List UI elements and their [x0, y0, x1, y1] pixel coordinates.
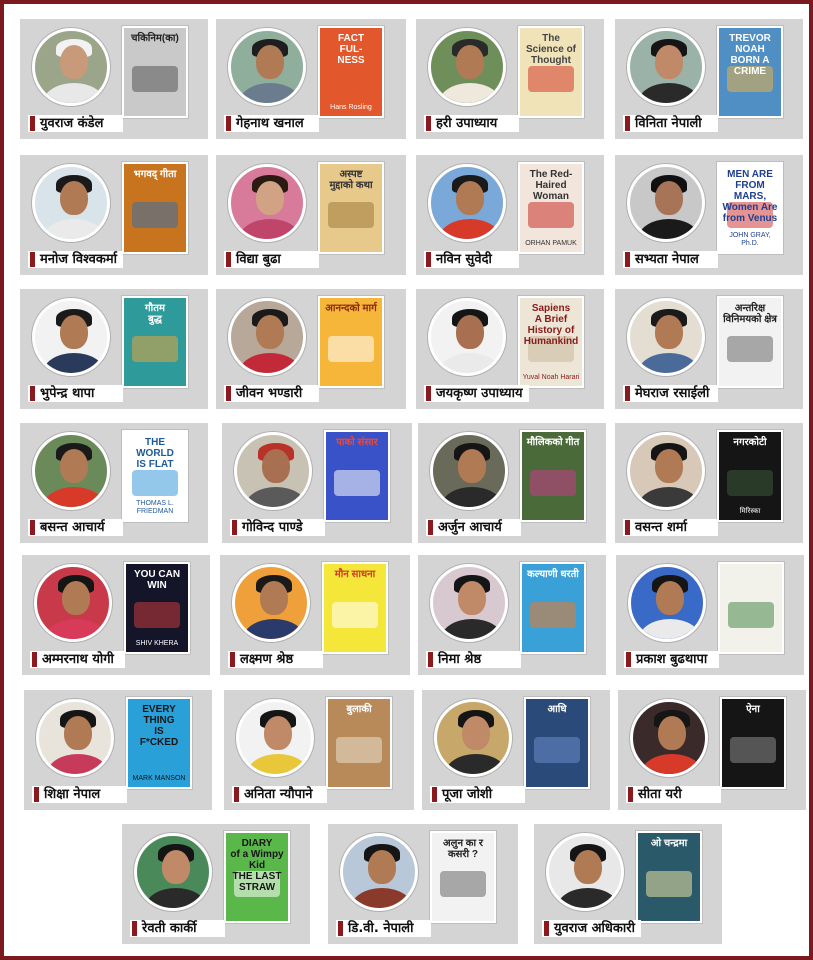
book-cover — [126, 697, 192, 789]
book-cover — [518, 26, 584, 118]
book-title: अलुन का र कसरी ? — [443, 838, 483, 860]
avatar-shoulders — [47, 754, 109, 777]
book-title: ओ चन्द्रमा — [650, 838, 688, 849]
profile-card — [616, 555, 804, 675]
book-cover-art — [328, 336, 374, 362]
person-name: नविन सुवेदी — [424, 251, 519, 268]
book-cover-art — [132, 470, 178, 496]
book-cover — [720, 697, 786, 789]
person-name: रेवती कार्की — [130, 920, 225, 937]
avatar — [630, 699, 708, 777]
avatar-face — [655, 315, 683, 349]
avatar-shoulders — [638, 83, 700, 106]
profile-card — [618, 690, 806, 810]
avatar-face — [368, 850, 396, 884]
book-cover-art — [730, 737, 776, 763]
profile-card — [216, 289, 406, 409]
avatar — [430, 564, 508, 642]
avatar — [32, 164, 110, 242]
avatar — [134, 833, 212, 911]
book-author: Hans Rosling — [330, 104, 372, 111]
book-title: DIARY of a Wimpy Kid THE LAST STRAW — [230, 838, 284, 893]
book-cover — [124, 562, 190, 654]
profile-card — [418, 423, 606, 543]
book-cover-art — [528, 66, 574, 92]
person-name: पूजा जोशी — [430, 786, 525, 803]
book-title: आनन्दको मार्ग — [325, 303, 377, 314]
avatar-shoulders — [638, 487, 700, 510]
avatar-shoulders — [239, 83, 301, 106]
avatar — [232, 564, 310, 642]
person-name: सभ्यता नेपाल — [623, 251, 718, 268]
avatar — [32, 432, 110, 510]
avatar — [627, 432, 705, 510]
avatar-face — [256, 45, 284, 79]
book-cover — [122, 430, 188, 522]
book-cover — [518, 296, 584, 388]
avatar — [428, 298, 506, 376]
book-title: MEN ARE FROM MARS, Women Are from Venus — [722, 169, 778, 224]
avatar-shoulders — [351, 888, 413, 911]
person-name: लक्ष्मण श्रेष्ठ — [228, 651, 323, 668]
book-title: The Science of Thought — [525, 33, 577, 66]
person-name: गोविन्द पाण्डे — [230, 519, 325, 536]
profile-card — [418, 555, 606, 675]
book-title: THE WORLD IS FLAT — [136, 437, 174, 470]
book-cover-art — [132, 336, 178, 362]
avatar — [546, 833, 624, 911]
avatar — [36, 699, 114, 777]
avatar-shoulders — [245, 487, 307, 510]
book-author: THOMAS L. FRIEDMAN — [136, 500, 174, 515]
book-cover — [717, 430, 783, 522]
avatar-face — [264, 716, 292, 750]
avatar — [228, 28, 306, 106]
person-name: हरी उपाध्याय — [424, 115, 519, 132]
book-author: MARK MANSON — [132, 775, 186, 782]
book-title: बुलाकी — [346, 704, 372, 715]
avatar-shoulders — [445, 754, 507, 777]
avatar-shoulders — [145, 888, 207, 911]
book-cover — [524, 697, 590, 789]
profile-card — [216, 155, 406, 275]
avatar-shoulders — [243, 619, 305, 642]
book-cover — [518, 162, 584, 254]
profile-card — [615, 289, 803, 409]
person-name: युवराज अधिकारी — [542, 920, 641, 937]
person-name: सीता यरी — [626, 786, 721, 803]
profile-card — [220, 555, 410, 675]
book-cover-art — [534, 737, 580, 763]
profile-card — [534, 824, 722, 944]
book-author: SHIV KHERA — [135, 640, 179, 647]
book-cover-art — [727, 336, 773, 362]
avatar-shoulders — [439, 219, 501, 242]
person-name: विद्या बुढा — [224, 251, 319, 268]
person-name: भुपेन्द्र थापा — [28, 385, 123, 402]
book-title: YOU CAN WIN — [133, 569, 181, 591]
book-cover — [318, 162, 384, 254]
book-title: Sapiens A Brief History of Humankind — [523, 303, 579, 347]
book-cover-art — [646, 871, 692, 897]
book-title: गौतम बुद्ध — [145, 303, 165, 325]
book-title: कल्याणी धरती — [527, 569, 579, 580]
book-cover-art — [334, 470, 380, 496]
book-cover-art — [528, 202, 574, 228]
avatar-shoulders — [247, 754, 309, 777]
book-title: भगवद् गीता — [133, 169, 177, 180]
avatar-face — [574, 850, 602, 884]
avatar — [628, 564, 706, 642]
profile-card — [224, 690, 414, 810]
person-name: मनोज विश्वकर्मा — [28, 251, 123, 268]
profile-card — [22, 555, 210, 675]
avatar — [430, 432, 508, 510]
book-author: मिरिस्का — [739, 508, 761, 515]
book-cover — [717, 26, 783, 118]
book-cover-art — [134, 602, 180, 628]
person-name: जयकृष्ण उपाध्याय — [424, 385, 529, 402]
avatar-shoulders — [239, 353, 301, 376]
avatar-shoulders — [45, 619, 107, 642]
avatar — [32, 28, 110, 106]
book-author: ORHAN PAMUK — [525, 240, 577, 247]
avatar-shoulders — [441, 487, 503, 510]
avatar-face — [60, 315, 88, 349]
avatar-face — [456, 315, 484, 349]
avatar-shoulders — [441, 619, 503, 642]
avatar-shoulders — [639, 619, 701, 642]
profile-card — [20, 289, 208, 409]
avatar-face — [458, 449, 486, 483]
book-cover — [520, 562, 586, 654]
avatar — [228, 298, 306, 376]
avatar-face — [162, 850, 190, 884]
book-cover — [717, 296, 783, 388]
avatar — [627, 298, 705, 376]
avatar-shoulders — [439, 353, 501, 376]
book-cover-art — [328, 202, 374, 228]
profile-card — [416, 155, 604, 275]
avatar — [428, 28, 506, 106]
avatar-face — [456, 181, 484, 215]
avatar — [627, 28, 705, 106]
book-cover — [318, 26, 384, 118]
avatar-face — [456, 45, 484, 79]
profile-card — [20, 19, 208, 139]
avatar — [627, 164, 705, 242]
book-cover — [430, 831, 496, 923]
avatar-face — [462, 716, 490, 750]
profile-card — [422, 690, 610, 810]
avatar-face — [262, 449, 290, 483]
book-cover — [324, 430, 390, 522]
avatar-shoulders — [439, 83, 501, 106]
avatar — [340, 833, 418, 911]
person-name: प्रकाश बुढथापा — [624, 651, 719, 668]
book-title: अस्पष्ट मुद्दाको कथा — [329, 169, 373, 191]
avatar-face — [64, 716, 92, 750]
profile-card — [416, 289, 604, 409]
book-title: नगरकोटी — [733, 437, 767, 448]
person-name: गेहनाथ खनाल — [224, 115, 319, 132]
book-title: TREVOR NOAH BORN A CRIME — [729, 33, 771, 77]
avatar-face — [60, 181, 88, 215]
avatar-face — [655, 45, 683, 79]
avatar-face — [656, 581, 684, 615]
book-cover-art — [530, 470, 576, 496]
profile-card — [615, 19, 803, 139]
book-cover — [122, 26, 188, 118]
person-name: अनिता न्यौपाने — [232, 786, 327, 803]
avatar — [434, 699, 512, 777]
person-name: बसन्त आचार्य — [28, 519, 123, 536]
profile-card — [416, 19, 604, 139]
book-cover-art — [332, 602, 378, 628]
book-cover — [718, 562, 784, 654]
book-title: मौन साधना — [334, 569, 376, 580]
avatar-shoulders — [557, 888, 619, 911]
profile-card — [122, 824, 310, 944]
person-name: डि.वी. नेपाली — [336, 920, 431, 937]
profile-card — [20, 423, 208, 543]
person-name: शिक्षा नेपाल — [32, 786, 127, 803]
book-cover — [636, 831, 702, 923]
avatar — [428, 164, 506, 242]
profile-card — [615, 423, 803, 543]
avatar — [32, 298, 110, 376]
avatar — [236, 699, 314, 777]
avatar-shoulders — [43, 487, 105, 510]
person-name: युवराज कंडेल — [28, 115, 123, 132]
avatar-face — [60, 45, 88, 79]
book-cover — [326, 697, 392, 789]
person-name: वसन्त शर्मा — [623, 519, 718, 536]
person-name: अर्जुन आचार्य — [426, 519, 521, 536]
profile-card — [20, 155, 208, 275]
avatar-face — [458, 581, 486, 615]
person-name: निमा श्रेष्ठ — [426, 651, 521, 668]
book-cover-art — [727, 470, 773, 496]
book-cover — [224, 831, 290, 923]
profile-card — [24, 690, 212, 810]
book-cover — [122, 162, 188, 254]
book-author: Yuval Noah Harari — [522, 374, 580, 381]
avatar-shoulders — [638, 353, 700, 376]
avatar-shoulders — [638, 219, 700, 242]
avatar — [234, 432, 312, 510]
profile-card — [615, 155, 803, 275]
book-cover-art — [336, 737, 382, 763]
book-title: FACT FUL- NESS — [337, 33, 365, 66]
book-cover-art — [132, 202, 178, 228]
profile-card — [216, 19, 406, 139]
book-title: The Red-Haired Woman — [529, 169, 573, 202]
book-title: चकिनिम(का) — [131, 33, 179, 44]
person-name: मेघराज रसाईली — [623, 385, 718, 402]
avatar-face — [655, 449, 683, 483]
book-cover-art — [132, 66, 178, 92]
book-author: JOHN GRAY, Ph.D. — [729, 232, 771, 247]
avatar — [34, 564, 112, 642]
avatar-face — [655, 181, 683, 215]
avatar-face — [62, 581, 90, 615]
book-title: मौलिकको गीत — [526, 437, 580, 448]
avatar-shoulders — [43, 83, 105, 106]
person-name: जीवन भण्डारी — [224, 385, 319, 402]
book-cover — [717, 162, 783, 254]
book-cover-art — [530, 602, 576, 628]
book-cover — [318, 296, 384, 388]
avatar-face — [256, 315, 284, 349]
profile-card — [328, 824, 518, 944]
avatar-face — [256, 181, 284, 215]
book-title: EVERY THING IS F*CKED — [139, 704, 179, 748]
person-name: विनिता नेपाली — [623, 115, 718, 132]
book-cover-art — [440, 871, 486, 897]
book-cover-art — [328, 66, 374, 92]
avatar — [228, 164, 306, 242]
book-cover — [520, 430, 586, 522]
avatar-face — [60, 449, 88, 483]
book-title: आधि — [547, 704, 567, 715]
book-title: अन्तरिक्ष विनिमयको क्षेत्र — [723, 303, 777, 325]
avatar-face — [260, 581, 288, 615]
avatar-shoulders — [43, 219, 105, 242]
avatar-shoulders — [239, 219, 301, 242]
book-cover — [122, 296, 188, 388]
avatar-shoulders — [43, 353, 105, 376]
avatar-face — [658, 716, 686, 750]
book-cover-art — [728, 602, 774, 628]
profile-card — [222, 423, 412, 543]
avatar-shoulders — [641, 754, 703, 777]
person-name: अम्मरनाथ योगी — [30, 651, 125, 668]
book-title: ऐना — [746, 704, 760, 715]
book-cover — [322, 562, 388, 654]
book-title: पाको संसार — [336, 437, 378, 448]
